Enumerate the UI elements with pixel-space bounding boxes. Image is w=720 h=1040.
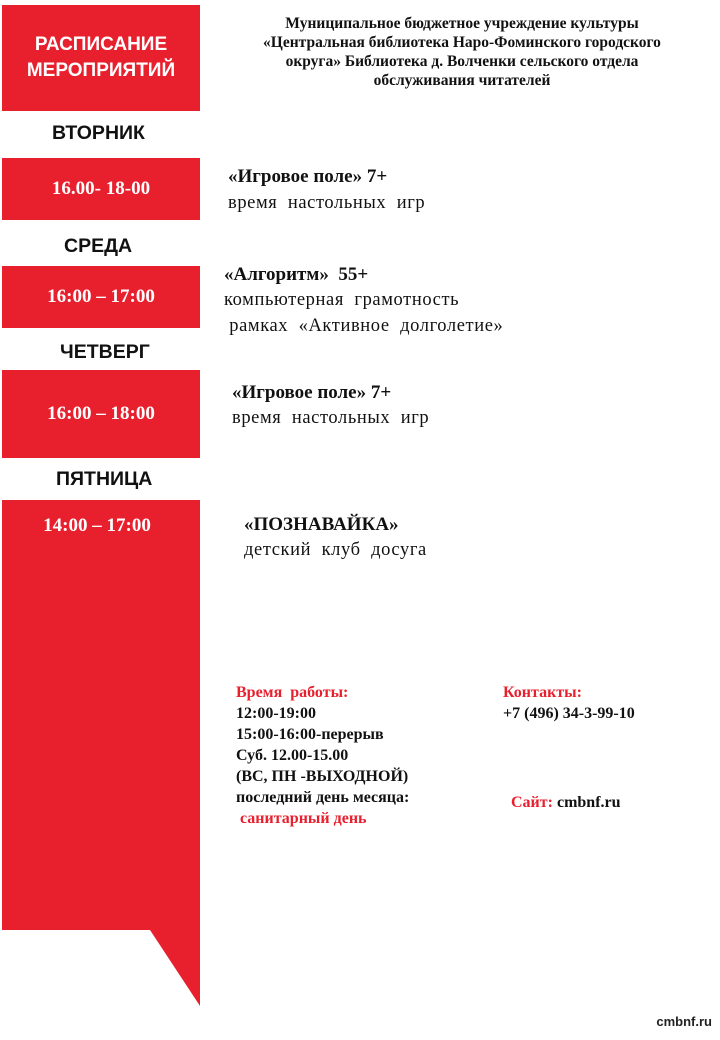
event-title-wednesday: «Алгоритм» 55+ xyxy=(224,264,369,285)
event-title-tuesday: «Игровое поле» 7+ xyxy=(228,166,388,187)
event-time: 16.00- 18-00 xyxy=(51,178,151,199)
time-box-wednesday xyxy=(2,266,200,328)
header-title-line2: МЕРОПРИЯТИЙ xyxy=(26,60,176,81)
working-hours-label: Время работы: xyxy=(236,684,349,701)
working-hours-line: последний день месяца: xyxy=(236,789,410,806)
schedule-ribbon-shape xyxy=(2,500,200,1006)
site-label: Сайт: xyxy=(511,794,553,811)
sanitary-day: санитарный день xyxy=(236,810,367,827)
contacts-label: Контакты: xyxy=(503,684,582,701)
institution-line4: обслуживания читателей xyxy=(373,72,551,89)
header-title-line1: РАСПИСАНИЕ xyxy=(34,34,168,55)
event-title-friday: «ПОЗНАВАЙКА» xyxy=(244,514,399,535)
header-banner xyxy=(2,5,200,111)
event-desc-thursday: время настольных игр xyxy=(232,408,430,428)
time-box-tuesday xyxy=(2,158,200,220)
working-hours xyxy=(236,682,409,829)
institution-line3: округа» Библиотека д. Волченки сельского отдела xyxy=(285,53,639,70)
day-label-thursday: ЧЕТВЕРГ xyxy=(60,341,150,363)
site-link[interactable]: cmbnf.ru xyxy=(556,794,621,811)
header-title xyxy=(27,32,175,84)
contact-phone: +7 (496) 34-3-99-10 xyxy=(503,705,635,722)
event-desc-tuesday: время настольных игр xyxy=(228,193,426,213)
event-title-thursday: «Игровое поле» 7+ xyxy=(232,382,392,403)
event-time: 16:00 – 17:00 xyxy=(47,286,155,307)
working-hours-line: 12:00-19:00 xyxy=(236,705,316,722)
event-desc-friday: детский клуб досуга xyxy=(244,540,427,560)
day-label-wednesday: СРЕДА xyxy=(64,235,133,257)
contacts xyxy=(503,682,635,724)
working-hours-line: Суб. 12.00-15.00 xyxy=(236,747,349,764)
watermark: cmbnf.ru xyxy=(656,1014,712,1029)
event-time: 14:00 – 17:00 xyxy=(43,515,151,536)
event-time: 16:00 – 18:00 xyxy=(47,403,155,424)
working-hours-line: (ВС, ПН -ВЫХОДНОЙ) xyxy=(236,768,409,785)
time-box-friday xyxy=(2,515,192,537)
institution-line2: «Центральная библиотека Наро-Фоминского городского xyxy=(263,34,661,51)
site-info xyxy=(511,792,621,813)
event-desc-wednesday-line2: рамках «Активное долголетие» xyxy=(224,316,504,336)
working-hours-line: 15:00-16:00-перерыв xyxy=(236,726,384,743)
time-box-thursday xyxy=(2,370,200,458)
event-desc-wednesday-line1: компьютерная грамотность xyxy=(224,290,460,310)
day-label-friday: ПЯТНИЦА xyxy=(56,468,153,490)
institution-line1: Муниципальное бюджетное учреждение культуры xyxy=(285,15,639,32)
institution-name xyxy=(212,14,712,90)
day-label-tuesday: ВТОРНИК xyxy=(52,122,145,144)
